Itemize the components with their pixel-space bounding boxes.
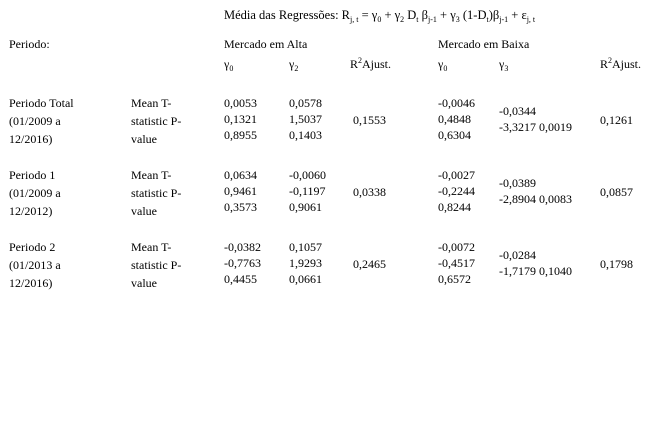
title-text: (1-D	[459, 8, 487, 22]
row-r2-alta: 0,1553	[353, 113, 386, 127]
header-mercado-alta: Mercado em Alta	[224, 37, 308, 51]
value-pvalue: 0,0019	[539, 120, 572, 134]
header-r2-alta	[350, 57, 391, 71]
r-sup: 2	[358, 56, 363, 65]
value-mean: -0,0027	[438, 168, 475, 182]
value-tstat: 0,9461	[224, 184, 257, 198]
row-gamma3-tstat-pvalue	[499, 264, 572, 278]
gamma-sub: 2	[294, 64, 299, 73]
value-tstat: -0,4517	[438, 256, 475, 270]
row-gamma0-baixa	[438, 167, 475, 215]
r-label: Ajust.	[362, 57, 392, 71]
value-pvalue: 0,3573	[224, 200, 257, 214]
r-label: Ajust.	[612, 57, 642, 71]
title-sub: 3	[455, 15, 460, 24]
header-gamma0-baixa	[438, 57, 447, 71]
row-gamma0-baixa	[438, 95, 475, 143]
title-text: Média das Regressões: R	[224, 8, 351, 22]
row-gamma2	[289, 95, 322, 143]
row-gamma3-tstat-pvalue	[499, 192, 572, 206]
gamma-sub: 0	[229, 64, 234, 73]
value-tstat: -0,7763	[224, 256, 261, 270]
value-pvalue: 0,8244	[438, 200, 471, 214]
value-tstat: 1,9293	[289, 256, 322, 270]
gamma-sub: 3	[504, 64, 509, 73]
gamma-symbol: γ	[289, 57, 295, 71]
value-tstat: 1,5037	[289, 112, 322, 126]
row-r2-baixa: 0,1261	[600, 113, 633, 127]
value-mean: 0,0578	[289, 96, 322, 110]
title-text: D	[404, 8, 417, 22]
gamma-symbol: γ	[499, 57, 505, 71]
row-gamma0-baixa	[438, 239, 475, 287]
value-tstat: -0,1197	[289, 184, 326, 198]
value-pvalue: 0,6304	[438, 128, 471, 142]
title-text: + γ	[436, 8, 456, 22]
row-gamma0-alta	[224, 167, 257, 215]
row-gamma2	[289, 167, 326, 215]
gamma-symbol: γ	[438, 57, 444, 71]
row-gamma0-alta	[224, 239, 261, 287]
value-tstat: 0,4848	[438, 112, 471, 126]
value-mean: 0,1057	[289, 240, 322, 254]
r-symbol: R	[350, 57, 359, 71]
title-sub: 0	[377, 15, 382, 24]
row-stats-labels: Mean T-statistic P-value	[131, 96, 182, 146]
title-sub: t	[416, 15, 419, 24]
row-periodo: Periodo 2 (01/2013 a 12/2016)	[9, 240, 61, 290]
row-stats-labels: Mean T-statistic P-value	[131, 240, 182, 290]
r-symbol: R	[600, 57, 609, 71]
row-gamma0-alta	[224, 95, 257, 143]
value-pvalue: 0,9061	[289, 200, 322, 214]
value-tstat: -1,7179	[499, 264, 536, 278]
row-gamma3-tstat-pvalue	[499, 120, 572, 134]
value-mean: 0,0053	[224, 96, 257, 110]
gamma-sub: 0	[443, 64, 448, 73]
row-r2-baixa: 0,1798	[600, 257, 633, 271]
row-r2-alta: 0,0338	[353, 185, 386, 199]
header-gamma2	[289, 57, 298, 71]
title-sub: j, t	[526, 15, 536, 24]
row-periodo: Periodo Total (01/2009 a 12/2016)	[9, 96, 74, 146]
table-title	[224, 8, 535, 23]
value-mean: -0,0046	[438, 96, 475, 110]
value-pvalue: 0,8955	[224, 128, 257, 142]
row-gamma3-mean: -0,0344	[499, 104, 536, 118]
title-text: β	[418, 8, 429, 22]
row-r2-alta: 0,2465	[353, 257, 386, 271]
value-pvalue: 0,1403	[289, 128, 322, 142]
header-gamma3	[499, 57, 508, 71]
row-gamma3-mean: -0,0284	[499, 248, 536, 262]
value-mean: 0,0634	[224, 168, 257, 182]
value-mean: -0,0072	[438, 240, 475, 254]
title-text: + ε	[508, 8, 527, 22]
row-stats-labels: Mean T-statistic P-value	[131, 168, 182, 218]
title-text: = γ	[358, 8, 378, 22]
title-sub: t	[486, 15, 489, 24]
header-gamma0-alta	[224, 57, 233, 71]
title-sub: j-1	[428, 15, 437, 24]
value-tstat: -0,2244	[438, 184, 475, 198]
row-r2-baixa: 0,0857	[600, 185, 633, 199]
title-text: )β	[488, 8, 500, 22]
gamma-symbol: γ	[224, 57, 230, 71]
title-text: + γ	[381, 8, 401, 22]
title-sub: j-1	[499, 15, 509, 24]
row-gamma2	[289, 239, 322, 287]
title-sub: j, t	[350, 15, 359, 24]
title-sub: 2	[400, 15, 405, 24]
row-periodo: Periodo 1 (01/2009 a 12/2012)	[9, 168, 61, 218]
r-sup: 2	[608, 56, 613, 65]
value-pvalue: 0,0661	[289, 272, 322, 286]
value-tstat: 0,1321	[224, 112, 257, 126]
value-tstat: -3,3217	[499, 120, 536, 134]
value-mean: -0,0382	[224, 240, 261, 254]
value-pvalue: 0,0083	[539, 192, 572, 206]
value-pvalue: 0,6572	[438, 272, 471, 286]
header-mercado-baixa: Mercado em Baixa	[438, 37, 530, 51]
row-gamma3-mean: -0,0389	[499, 176, 536, 190]
value-pvalue: 0,4455	[224, 272, 257, 286]
header-r2-baixa	[600, 57, 641, 71]
header-periodo: Periodo:	[9, 37, 50, 51]
value-pvalue: 0,1040	[539, 264, 572, 278]
value-tstat: -2,8904	[499, 192, 536, 206]
value-mean: -0,0060	[289, 168, 326, 182]
